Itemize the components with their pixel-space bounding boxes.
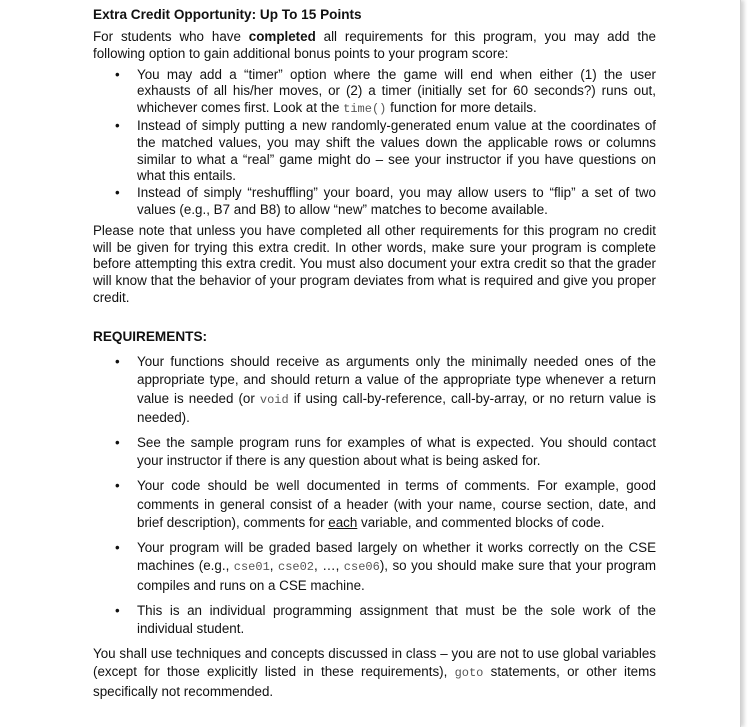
code-time-function: time(): [343, 102, 387, 117]
option-timer-text-end: function for more details.: [386, 100, 537, 116]
document-content: [93, 6, 656, 701]
underlined-each: each: [328, 515, 358, 530]
intro-text-end: all requirements for this program, you may add the following option to gain additional bonus points to your program score:: [93, 29, 656, 61]
extra-credit-note: Please note that unless you have completed all other requirements for this program no credit will be given for trying this extra credit. In other words, make sure your program is complete before attempting this extra credit. You must also document your extra credit so that the grader will know that the behavior of your program deviates from what is required and give you proper credit.: [93, 222, 656, 305]
extra-credit-intro: [93, 29, 656, 63]
requirement-individual: [93, 602, 656, 639]
bullet-glyph: •: [115, 353, 120, 369]
requirement-functions-text-end: if using call-by-reference, call-by-array, or no return value is needed).: [137, 390, 656, 425]
intro-text-start: For students who have: [93, 29, 249, 44]
closing-text: You shall use techniques and concepts discussed in class – you are not to use global variables (except for those explicitly listed in these requirements),: [93, 645, 656, 680]
extra-credit-options-list: [93, 67, 656, 219]
requirement-sample-runs-text: See the sample program runs for examples of what is expected. You should contact your instructor if there is any question about what is being asked for.: [137, 434, 656, 469]
requirement-functions-text: Your functions should receive as arguments only the minimally needed ones of the appropriate type, and should return a value of the appropriate type whenever a return value is needed (or: [137, 353, 656, 406]
separator-ellipsis: , …,: [314, 558, 344, 574]
code-void: void: [259, 392, 289, 407]
code-goto: goto: [454, 666, 484, 681]
bullet-glyph: •: [115, 185, 120, 201]
requirements-heading: REQUIREMENTS:: [93, 328, 208, 344]
requirement-documentation-text: Your code should be well documented in terms of comments. For example, good comments in general consist of a header (with your name, course section, date, and brief description), comments for: [137, 478, 656, 530]
requirement-documentation: [93, 477, 656, 532]
option-flip-text: Instead of simply “reshuffling” your board, you may allow users to “flip” a set of two values (e.g., B7 and B8) to allow “new” matches to become available.: [137, 185, 656, 217]
bullet-glyph: •: [115, 539, 120, 555]
requirement-cse-machines: [93, 539, 656, 595]
intro-bold-completed: completed: [248, 29, 316, 44]
requirement-cse-text-end: ), so you should make sure that your program compiles and runs on a CSE machine.: [137, 558, 656, 593]
requirement-sample-runs: [93, 434, 656, 471]
option-shift-text: Instead of simply putting a new randomly-generated enum value at the coordinates of the matched values, you may shift the values down the applicable rows or columns similar to what a “real” game might do – see your instructor if you have questions on what this entails.: [137, 117, 656, 184]
code-cse02: cse02: [278, 560, 315, 575]
bullet-glyph: •: [115, 117, 120, 133]
option-timer-text: You may add a “timer” option where the game will end when either (1) the user exhausts of all his/her moves, or (2) a timer (initially set for 60 seconds?) runs out, whichever comes first. Look at the: [137, 66, 656, 116]
code-cse06: cse06: [343, 560, 380, 575]
code-cse01: cse01: [233, 560, 270, 575]
requirement-cse-text: Your program will be graded based largely on whether it works correctly on the CSE machines (e.g.,: [137, 539, 656, 574]
extra-credit-option-timer: [93, 67, 656, 118]
requirements-list: [93, 353, 656, 639]
bullet-glyph: •: [115, 478, 120, 494]
requirement-documentation-text-end: variable, and commented blocks of code.: [357, 515, 605, 530]
separator: ,: [269, 558, 278, 574]
extra-credit-option-shift: [93, 118, 656, 185]
requirement-functions: [93, 353, 656, 428]
requirement-individual-text: This is an individual programming assignment that must be the sole work of the individual student.: [137, 602, 656, 637]
bullet-glyph: •: [115, 66, 120, 82]
bullet-glyph: •: [115, 434, 120, 450]
extra-credit-option-flip: [93, 185, 656, 219]
bullet-glyph: •: [115, 602, 120, 618]
extra-credit-heading: Extra Credit Opportunity: Up To 15 Points: [93, 7, 362, 22]
closing-text-end: statements, or other items specifically not recommended.: [93, 664, 656, 699]
closing-paragraph: [93, 645, 656, 701]
